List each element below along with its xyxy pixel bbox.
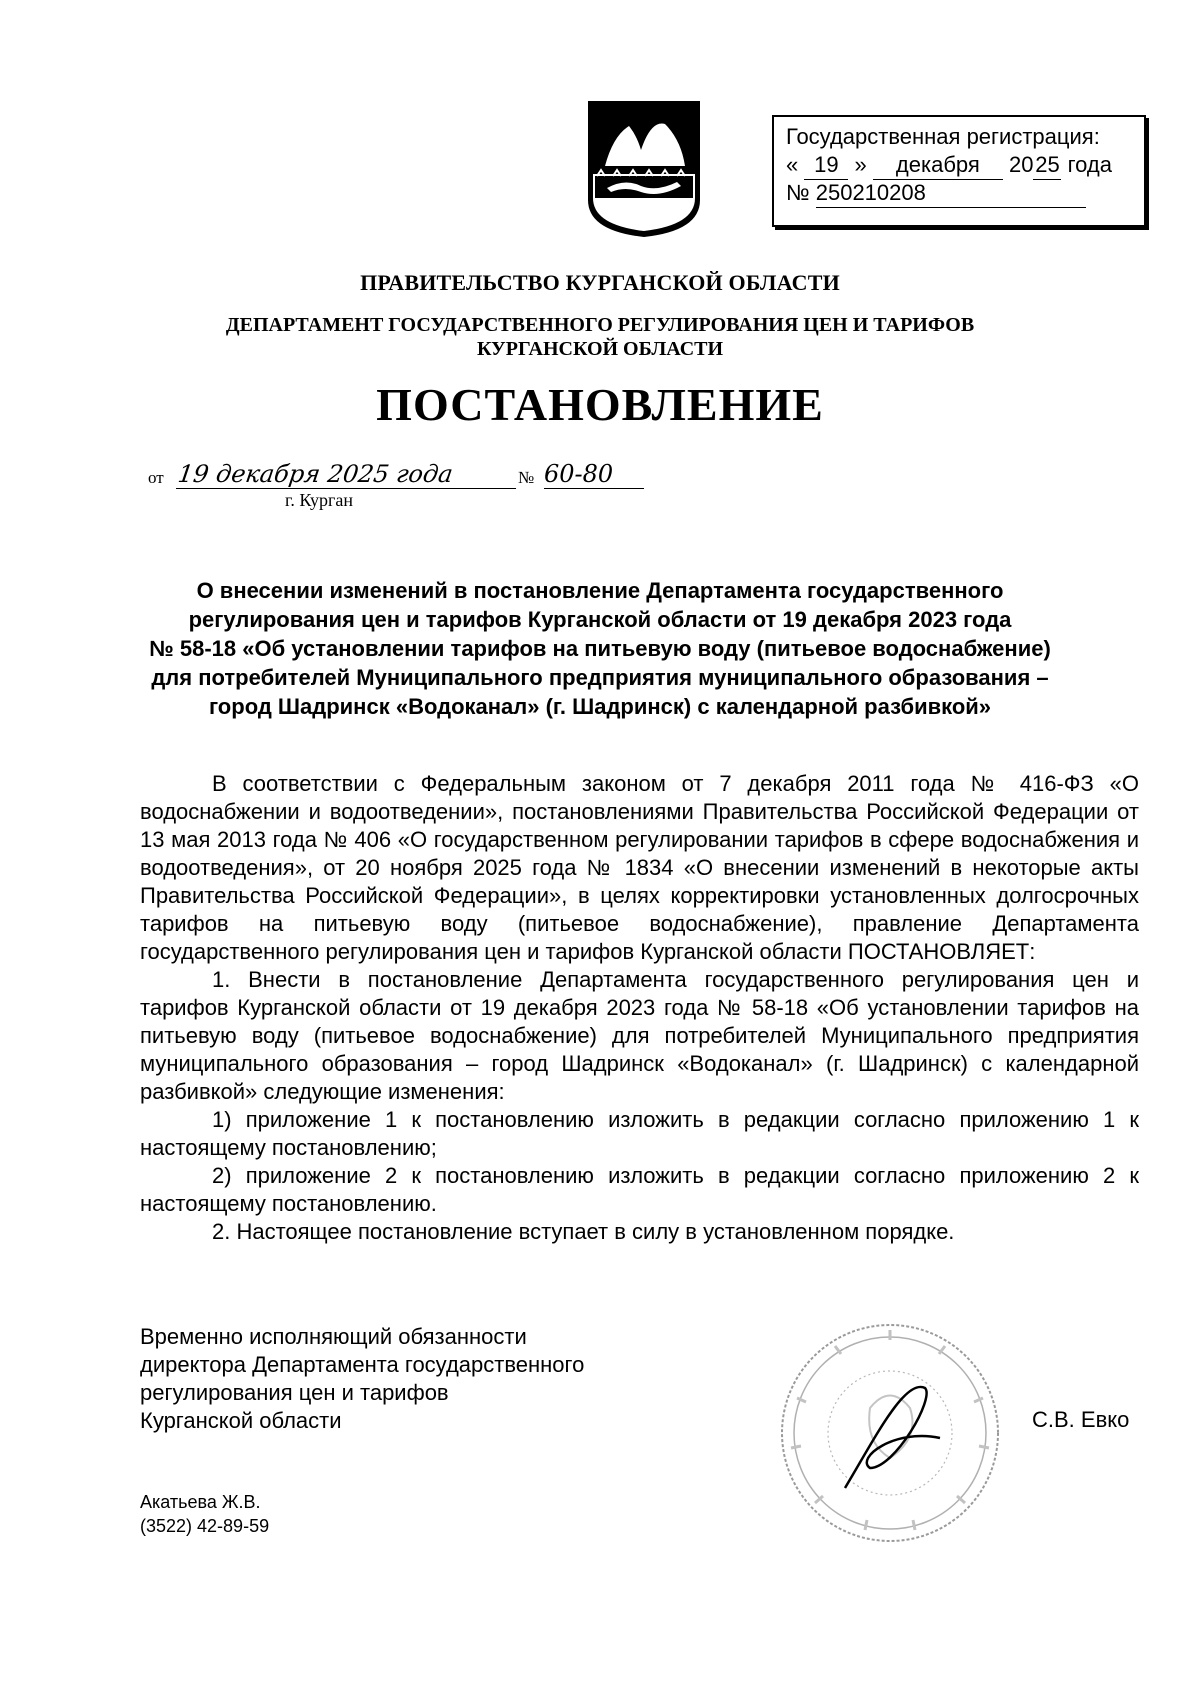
item-1-paragraph: 1. Внести в постановление Департамента государственного регулирования цен и тарифов Курганской области от 19 декабря 2023 года № 58-18 «Об установлении тарифов на питьевую воду (питьевое водоснабжение) для потребителей Муниципального предприятия муниципального образования – город Шадринск «Водоканал» (г. Шадринск) с календарной разбивкой» следующие изменения: [140, 967, 1139, 1104]
official-seal-stamp [775, 1318, 1005, 1548]
registration-month: декабря [873, 151, 1003, 180]
registration-date [786, 151, 1112, 180]
quote-close: » [854, 152, 867, 177]
number-prefix: № [518, 468, 535, 487]
handwritten-date: 19 декабря 2025 года [176, 460, 520, 489]
date-number-row [148, 462, 748, 502]
registration-day: 19 [804, 151, 848, 180]
registration-number: 250210208 [816, 179, 1086, 208]
contact-phone: (3522) 42-89-59 [140, 1516, 270, 1536]
registration-year-suffix: 25 [1033, 151, 1061, 180]
signer-position-line: регулирования цен и тарифов [140, 1380, 449, 1405]
registration-number-prefix: № [786, 180, 810, 205]
signer-position-line: Курганской области [140, 1408, 342, 1433]
quote-open: « [786, 152, 799, 177]
coat-of-arms-emblem [585, 100, 703, 238]
department-title-line1: ДЕПАРТАМЕНТ ГОСУДАРСТВЕННОГО РЕГУЛИРОВАНИЯ ЦЕН И ТАРИФОВ [225, 314, 975, 336]
subject-line: № 58-18 «Об установлении тарифов на питьевую воду (питьевое водоснабжение) [149, 636, 1051, 661]
city-label: г. Курган [285, 490, 354, 510]
registration-title: Государственная регистрация: [786, 124, 1100, 149]
subject-line: город Шадринск «Водоканал» (г. Шадринск) с календарной разбивкой» [208, 694, 992, 719]
signer-position-line: Временно исполняющий обязанности [140, 1324, 527, 1349]
document-type-title: ПОСТАНОВЛЕНИЕ [376, 379, 824, 430]
item-2-paragraph: 2. Настоящее постановление вступает в силу в установленном порядке. [212, 1219, 955, 1244]
government-title: ПРАВИТЕЛЬСТВО КУРГАНСКОЙ ОБЛАСТИ [360, 270, 840, 295]
date-prefix: от [148, 468, 164, 487]
registration-year-prefix: 20 [1009, 152, 1034, 177]
subject-line: О внесении изменений в постановление Департамента государственного [196, 578, 1004, 603]
document-body [140, 770, 1139, 1246]
registration-year-word: года [1067, 152, 1112, 177]
signer-position [140, 1323, 584, 1435]
department-title-line2: КУРГАНСКОЙ ОБЛАСТИ [476, 338, 724, 360]
signer-name: С.В. Евко [1032, 1407, 1130, 1432]
contact-block [140, 1490, 269, 1538]
registration-box [772, 115, 1146, 227]
subject-line: для потребителей Муниципального предприятия муниципального образования – [151, 665, 1049, 690]
subject-line: регулирования цен и тарифов Курганской области от 19 декабря 2023 года [188, 607, 1012, 632]
registration-number-row [786, 179, 1086, 208]
contact-name: Акатьева Ж.В. [140, 1492, 261, 1512]
document-subject [120, 576, 1080, 721]
item-1-1-paragraph: 1) приложение 1 к постановлению изложить в редакции согласно приложению 1 к настоящему постановлению; [140, 1107, 1139, 1160]
preamble-paragraph: В соответствии с Федеральным законом от 7 декабря 2011 года № 416-ФЗ «О водоснабжении и водоотведении», постановлениями Правительства Российской Федерации от 13 мая 2013 года № 406 «О государственном регулировании тарифов в сфере водоснабжения и водоотведения», от 20 ноября 2025 года № 1834 «О внесении изменений в некоторые акты Правительства Российской Федерации», в целях корректировки установленных долгосрочных тарифов на питьевую воду (питьевое водоснабжение), правление Департамента государственного регулирования цен и тарифов Курганской области ПОСТАНОВЛЯЕТ: [140, 771, 1139, 964]
handwritten-number: 60-80 [544, 460, 644, 489]
signer-position-line: директора Департамента государственного [140, 1352, 585, 1377]
item-1-2-paragraph: 2) приложение 2 к постановлению изложить в редакции согласно приложению 2 к настоящему постановлению. [140, 1163, 1139, 1216]
